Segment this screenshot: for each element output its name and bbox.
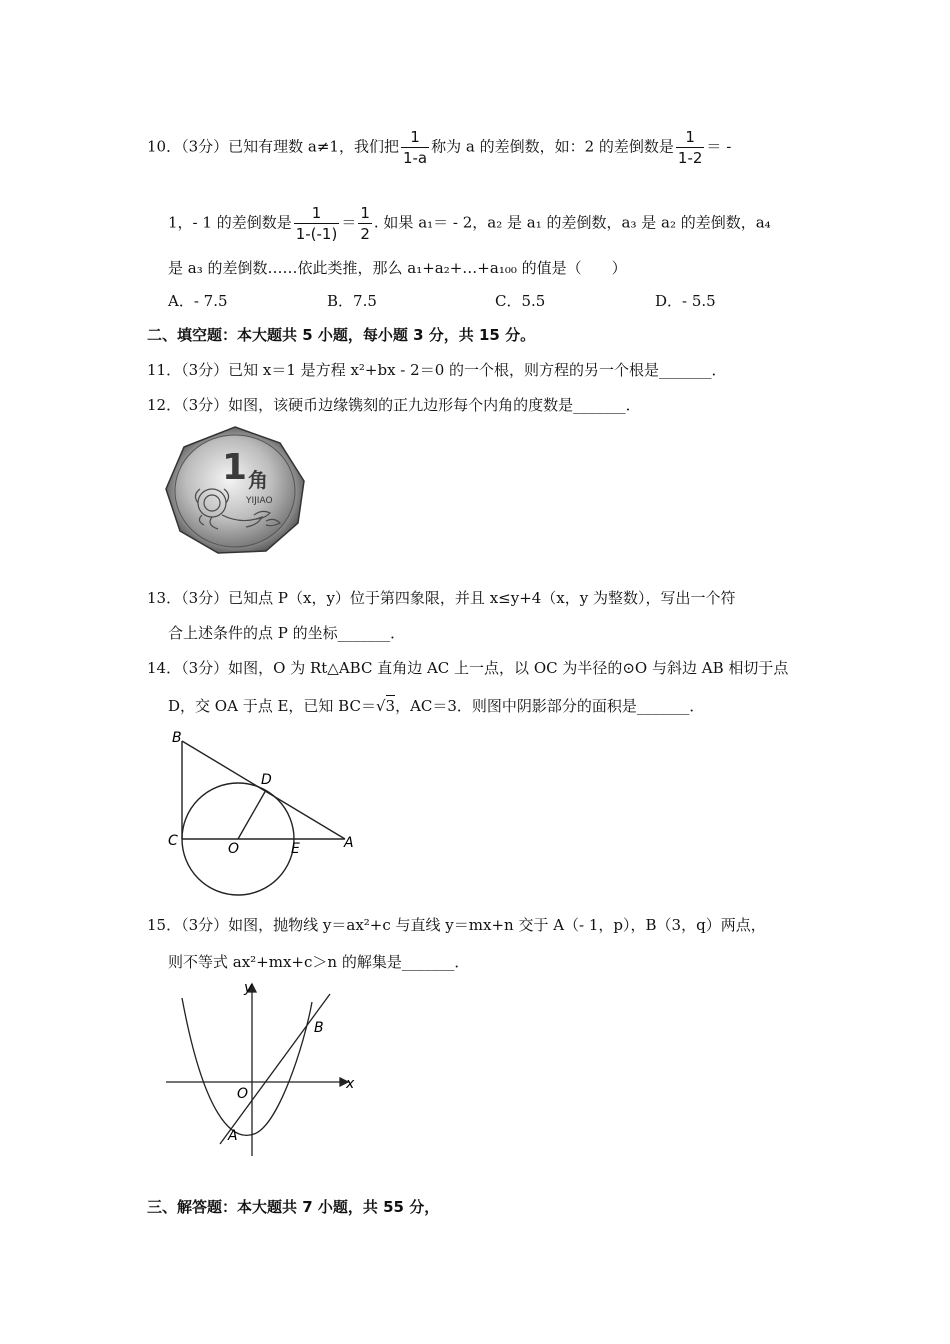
label-y: y xyxy=(244,980,253,996)
q13-line1: 13．（3分）已知点 P（x，y）位于第四象限，并且 x≤y+4（x，y 为整数），写出一个符 xyxy=(147,589,736,607)
section2-heading: 二、填空题：本大题共 5 小题，每小题 3 分，共 15 分。 xyxy=(147,326,536,344)
q14-sqrt-value: 3 xyxy=(385,697,396,715)
label-d: D xyxy=(261,772,272,788)
label-point-a: A xyxy=(228,1128,238,1144)
label-o: O xyxy=(228,841,240,857)
q10-choice-d: D．- 5.5 xyxy=(655,292,716,310)
segment-od xyxy=(238,790,266,839)
coin-char: 角 xyxy=(248,468,268,492)
q10-line2 xyxy=(168,204,771,243)
q15-line2: 则不等式 ax²+mx+c＞n 的解集是_______． xyxy=(168,953,470,971)
q10-frac-1-over-1-minus-a: $\frac{1}{1-a}$ xyxy=(402,128,428,167)
q14-figure xyxy=(160,724,370,896)
coin-figure xyxy=(162,425,308,557)
q10-line2-a: 1，- 1 的差倒数是 xyxy=(168,213,292,232)
q10-line2-eq: ＝ xyxy=(341,213,357,232)
q10-choice-b: B．7.5 xyxy=(327,292,377,310)
q13-line2: 合上述条件的点 P 的坐标_______． xyxy=(168,624,406,642)
q14-line2-a: D，交 OA 于点 E，已知 BC＝ xyxy=(168,697,376,715)
q10-frac-1-over-1-minus-2: $\frac{1}{1-2}$ xyxy=(677,128,703,167)
label-x: x xyxy=(346,1076,355,1092)
label-b: B xyxy=(172,730,182,746)
parabola-curve xyxy=(182,998,312,1135)
q10-line1-b: 称为 a 的差倒数，如：2 的差倒数是 xyxy=(431,137,674,156)
q10-line1 xyxy=(147,128,731,167)
section3-heading: 三、解答题：本大题共 7 小题，共 55 分， xyxy=(147,1198,440,1216)
line-curve xyxy=(220,994,330,1144)
q10-line1-c: ＝ - xyxy=(706,137,732,156)
label-c: C xyxy=(168,833,178,849)
q10-choice-a: A．- 7.5 xyxy=(168,292,228,310)
coin-digit: 1 xyxy=(222,447,248,488)
q10-frac-1-over-2: $\frac{1}{2}$ xyxy=(360,204,370,243)
q12-text: 12．（3分）如图，该硬币边缘镌刻的正九边形每个内角的度数是_______． xyxy=(147,396,641,414)
q10-frac-1-over-1-minus-neg1: $\frac{1}{1-(-1)}$ xyxy=(295,204,338,243)
label-origin: O xyxy=(237,1086,249,1102)
segment-ab xyxy=(182,741,345,839)
q10-line3: 是 a₃ 的差倒数……依此类推，那么 a₁+a₂+…+a₁₀₀ 的值是（ ） xyxy=(168,259,627,277)
q15-figure xyxy=(160,976,360,1160)
q14-line1: 14．（3分）如图，O 为 Rt△ABC 直角边 AC 上一点，以 OC 为半径的⊙O 与斜边 AB 相切于点 xyxy=(147,659,789,677)
sqrt-symbol: √ xyxy=(375,697,386,715)
q14-line2 xyxy=(168,696,704,716)
q10-line1-a: 10．（3分）已知有理数 a≠1，我们把 xyxy=(147,137,399,156)
q14-line2-b: ，AC＝3．则图中阴影部分的面积是_______． xyxy=(395,697,705,715)
q11-text: 11．（3分）已知 x＝1 是方程 x²+bx - 2＝0 的一个根，则方程的另一个根是_______． xyxy=(147,361,727,379)
q10-line2-b: . 如果 a₁＝ - 2，a₂ 是 a₁ 的差倒数，a₃ 是 a₂ 的差倒数，a₄ xyxy=(373,213,771,232)
label-point-b: B xyxy=(314,1020,324,1036)
label-a: A xyxy=(344,835,354,851)
coin-pinyin: YIJIAO xyxy=(246,496,273,506)
q10-choice-c: C．5.5 xyxy=(495,292,546,310)
label-e: E xyxy=(291,841,300,857)
q15-line1: 15．（3分）如图，抛物线 y＝ax²+c 与直线 y＝mx+n 交于 A（- 1，p），B（3，q）两点， xyxy=(147,916,766,934)
coin-image xyxy=(162,425,308,557)
